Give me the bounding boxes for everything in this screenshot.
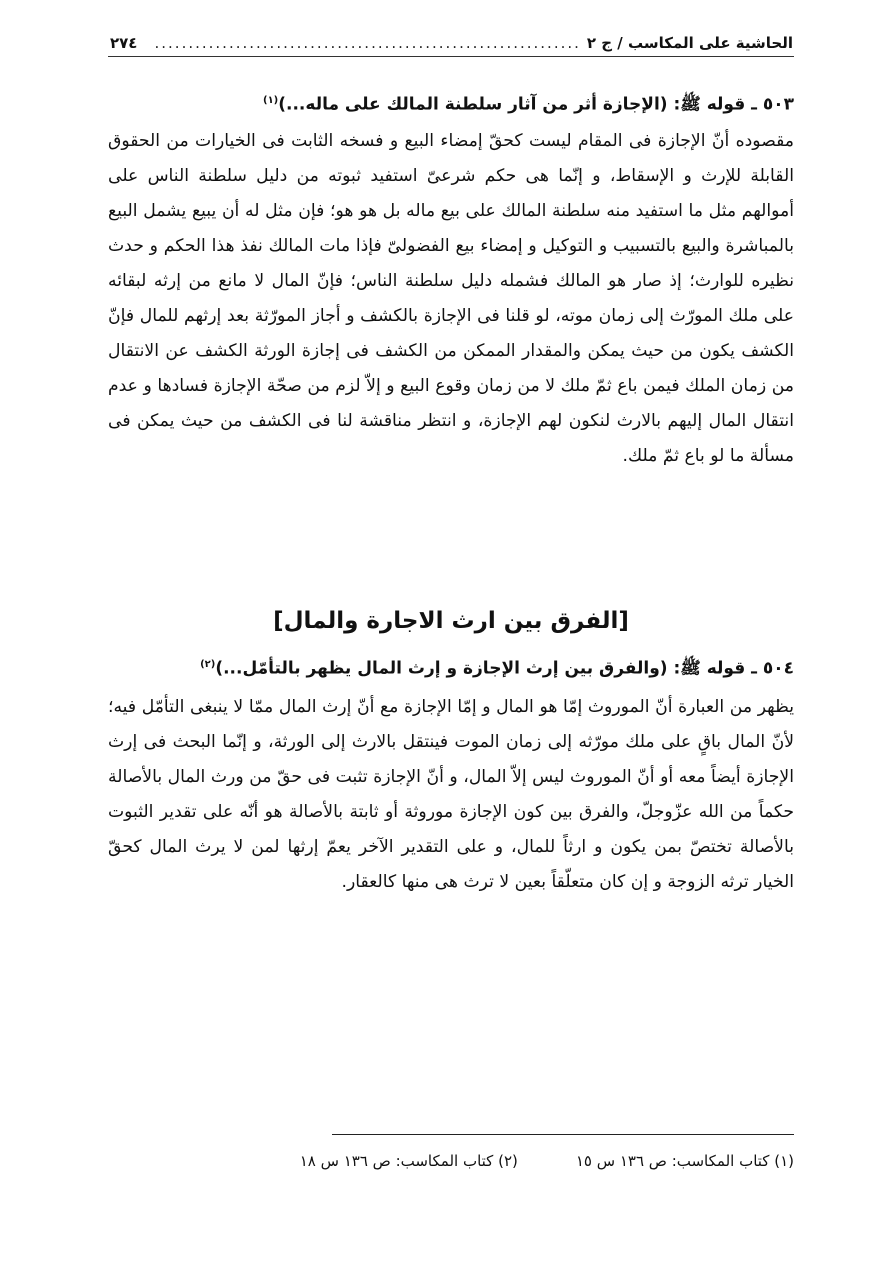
- running-title: الحاشية على المكاسب / ج ٢: [586, 34, 793, 52]
- header-rule: [108, 56, 794, 57]
- footnotes: [180, 1152, 794, 1170]
- section-503-paragraph: مقصوده أنّ الإجازة فى المقام ليست كحقّ إمضاء البيع و فسخه الثابت فى الخيارات من الحقوق القابلة للإرث و الإسقاط، و إنّما هى حكم شرعىّ استفيد ثبوته من دليل سلطنة الناس على أموالهم مثل ما استفيد منه سلطنة المالك على بيع ماله بل هو هو؛ فإن مثل له أن يبيع يشمل البيع بالمباشرة والبيع بالتسبيب و التوكيل و إمضاء بيع الفضولىّ فإذا مات المالك نفذ هذا الحكم و حدث نظيره للوارث؛ إذ صار هو المالك فشمله دليل سلطنة الناس؛ فإنّ المال لا مانع من إرثه لبقائه على ملك المورّث إلى زمان موته، لو قلنا فى الإجازة بالكشف و أجاز المورّثة بعد إرثهم للمال فإنّ الكشف يكون من حيث يمكن والمقدار الممكن من الكشف فى إجازة الورثة الكشف عن الانتقال من زمان الملك فيمن باع ثمّ ملك لا من زمان وقوع البيع و إلاّ لزم من صحّة الإجازة فسادها و عدم انتقال المال إليهم بالارث لنكون لهم الإجازة، و انتظر مناقشة لنا فى الكشف من حيث يمكن فى مسألة ما لو باع ثمّ ملك.: [108, 130, 794, 466]
- section-503-heading: [108, 86, 794, 120]
- footnote-2: (٢) كتاب المكاسب: ص ١٣٦ س ١٨: [299, 1152, 518, 1170]
- footnote-rule: [332, 1134, 794, 1135]
- section-504: [108, 650, 794, 900]
- footnote-mark-2: (٢): [200, 659, 216, 670]
- section-504-heading: [108, 650, 794, 684]
- header-leader-dots: ...............................................................: [154, 34, 581, 52]
- section-503-heading-text: ٥٠٣ ـ قوله ﷺ: (الإجازة أثر من آثار سلطنة المالك على ماله...): [278, 94, 794, 115]
- section-title: [الفرق بين ارث الاجارة والمال]: [273, 608, 629, 634]
- footnote-mark-1: (١): [262, 95, 279, 106]
- running-header: [110, 34, 793, 52]
- footnote-1: (١) كتاب المكاسب: ص ١٣٦ س ١٥: [575, 1152, 794, 1170]
- section-504-paragraph: يظهر من العبارة أنّ الموروث إمّا هو المال و إمّا الإجازة مع أنّ إرث المال ممّا لا ينبغى التأمّل فيه؛ لأنّ المال باقٍ على ملك مورّثه إلى زمان الموت فينتقل بالارث إلى الورثة، و إنّما البحث فى إرث الإجازة أيضاً معه أو أنّ الموروث ليس إلاّ المال، و أنّ الإجازة تثبت فى حقّ من ورث المال بالأصالة حكماً من الله عزّوجلّ، والفرق بين كون الإجازة موروثة أو ثابتة بالأصالة هو أنّه على تقدير الثبوت بالأصالة تختصّ بمن يكون و ارثاً للمال، و على التقدير الآخر يعمّ إرثها لمن لا يرث المال كحقّ الخيار ترثه الزوجة و إن كان متعلّقاً بعين لا ترث هى منها كالعقار.: [108, 696, 794, 892]
- section-504-heading-text: ٥٠٤ ـ قوله ﷺ: (والفرق بين إرث الإجازة و إرث المال يظهر بالتأمّل...): [215, 658, 794, 679]
- section-503: [108, 86, 794, 474]
- page-number: ٢٧٤: [110, 34, 138, 52]
